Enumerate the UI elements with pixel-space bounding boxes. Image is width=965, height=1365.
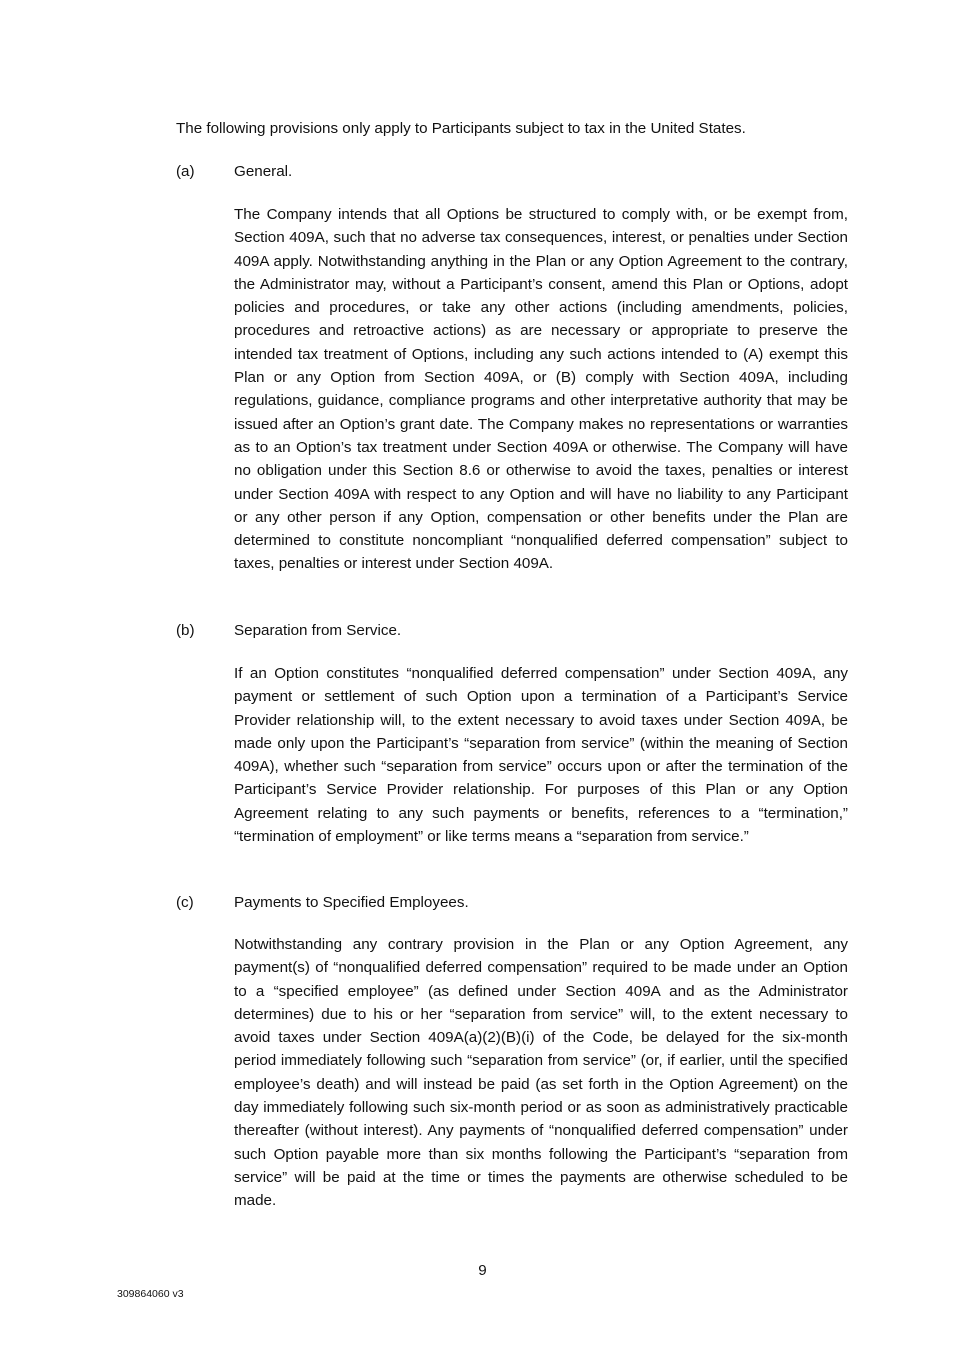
- page-number: 9: [478, 1262, 487, 1279]
- section-c-number: (c): [176, 894, 194, 911]
- section-a-number: (a): [176, 163, 195, 180]
- document-id: 309864060 v3: [117, 1288, 184, 1300]
- section-a-body: The Company intends that all Options be structured to comply with, or be exempt from, Section 409A, such that no adverse tax consequences, interest, or penalties under Section 409A apply. Notwithstanding anything in the Plan or any Option Agreement to the contrary, the Administrator may, without a Participant’s consent, amend this Plan or Options, adopt policies and procedures, or take any other actions (including amendments, policies, procedures and retroactive actions) as are necessary or appropriate to preserve the intended tax treatment of Options, including any such actions intended to (A) exempt this Plan or any Option from Section 409A, or (B) comply with Section 409A, including regulations, guidance, compliance programs and other interpretative authority that may be issued after an Option’s grant date. The Company makes no representations or warranties as to an Option’s tax treatment under Section 409A or otherwise. The Company will have no obligation under this Section 8.6 or otherwise to avoid the taxes, penalties or interest under Section 409A with respect to any Option and will have no liability to any Participant or any other person if any Option, compensation or other benefits under the Plan are determined to constitute noncompliant “nonqualified deferred compensation” subject to taxes, penalties or interest under Section 409A.: [234, 206, 848, 573]
- section-a-title: General.: [234, 163, 293, 180]
- section-b-title: Separation from Service.: [234, 622, 402, 639]
- section-c-title: Payments to Specified Employees.: [234, 894, 469, 911]
- intro-paragraph: The following provisions only apply to Participants subject to tax in the United States.: [176, 120, 746, 137]
- section-c-body: Notwithstanding any contrary provision in the Plan or any Option Agreement, any payment(s) of “nonqualified deferred compensation” required to be made under an Option to a “specified employee” (as defined under Section 409A and as the Administrator determines) due to his or her “separation from service” will, to the extent necessary to avoid taxes under Section 409A(a)(2)(B)(i) of the Code, be delayed for the six-month period immediately following such “separation from service” (or, if earlier, until the specified employee’s death) and will instead be paid (as set forth in the Option Agreement) on the day immediately following such six-month period or as soon as administratively practicable thereafter (without interest). Any payments of “nonqualified deferred compensation” under such Option payable more than six months following the Participant’s “separation from service” will be paid at the time or times the payments are otherwise scheduled to be made.: [234, 936, 848, 1210]
- section-b-body: If an Option constitutes “nonqualified deferred compensation” under Section 409A, any payment or settlement of such Option upon a termination of a Participant’s Service Provider relationship will, to the extent necessary to avoid taxes under Section 409A, be made only upon the Participant’s “separation from service” (within the meaning of Section 409A), whether such “separation from service” occurs upon or after the termination of the Participant’s Service Provider relationship. For purposes of this Plan or any Option Agreement relating to any such payments or benefits, references to a “termination,” “termination of employment” or like terms means a “separation from service.”: [234, 665, 848, 846]
- section-b-number: (b): [176, 622, 195, 639]
